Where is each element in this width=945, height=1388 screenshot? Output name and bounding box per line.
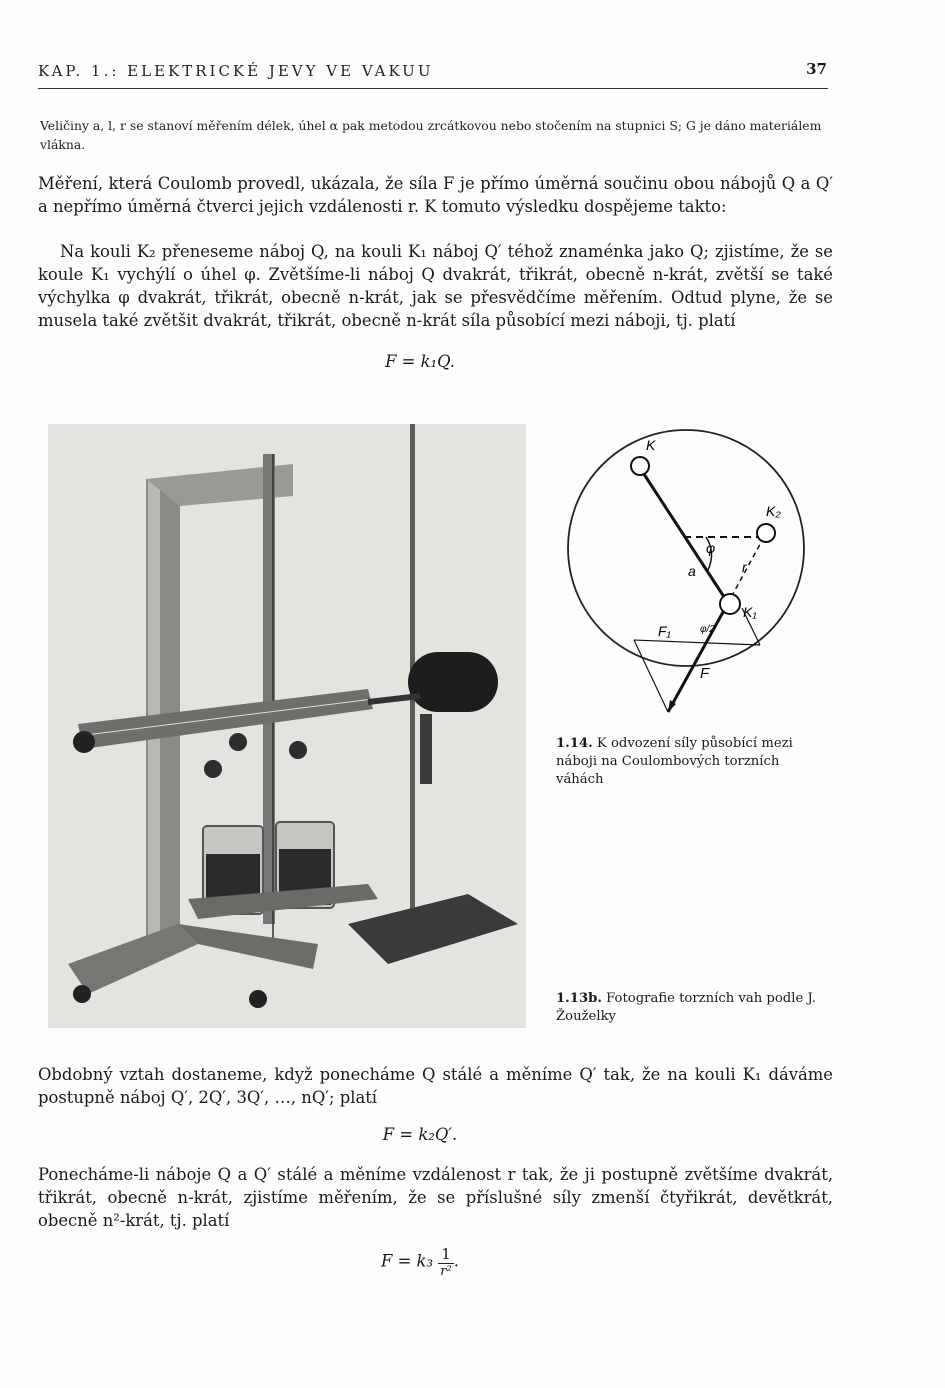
formula-3-end: . xyxy=(453,1251,459,1271)
footnote-text: Veličiny a, l, r se stanoví měřením délek, úhel α pak metodou zrcátkovou nebo stočením na stupnici S; G je dáno materiálem vlákna. xyxy=(40,118,822,152)
ball-k2 xyxy=(757,524,775,542)
figure-1-13b-text: Fotografie torzních vah podle J. Žouželky xyxy=(556,991,816,1024)
formula-3-left: F = k₃ xyxy=(380,1251,434,1271)
page-number: 37 xyxy=(806,60,827,78)
label-k1: K₁ xyxy=(743,604,757,620)
formula-3-fraction xyxy=(438,1245,454,1279)
ball-k1 xyxy=(720,594,740,614)
figure-1-14-number: 1.14. xyxy=(556,736,593,751)
label-r: r xyxy=(742,559,747,575)
label-f1: F₁ xyxy=(658,623,671,639)
torsion-balance-illustration xyxy=(48,424,526,1028)
formula-3 xyxy=(300,1245,540,1279)
label-f: F xyxy=(700,665,710,682)
label-k2: K₂ xyxy=(766,503,781,519)
outer-circle xyxy=(568,430,804,666)
figure-1-14-caption xyxy=(556,735,826,789)
formula-3-denominator: r² xyxy=(440,1264,452,1279)
formula-1: F = k₁Q. xyxy=(385,352,455,371)
figure-1-13b-caption xyxy=(556,990,826,1026)
formula-3-numerator: 1 xyxy=(438,1245,454,1264)
figure-1-14-text: K odvození síly působící mezi náboji na Coulombových torzních váhách xyxy=(556,736,793,787)
paragraph-4: Ponecháme-li náboje Q a Q′ stálé a měníme vzdálenost r tak, že ji postupně zvětšíme dvakrát, třikrát, obecně n-krát, zjistíme měřením, že se příslušné síly zmenší čtyřikrát, devětkrát, obecně n²-krát, tj. platí xyxy=(38,1165,833,1230)
header-rule xyxy=(38,88,828,89)
paragraph-3: Obdobný vztah dostaneme, když ponecháme Q stálé a měníme Q′ tak, že na kouli K₁ dáváme postupně náboj Q′, 2Q′, 3Q′, …, nQ′; platí xyxy=(38,1065,833,1107)
label-phi: φ xyxy=(706,540,716,556)
formula-2: F = k₂Q′. xyxy=(382,1125,458,1144)
rod-a xyxy=(640,468,728,603)
paragraph-1: Měření, která Coulomb provedl, ukázala, že síla F je přímo úměrná součinu obou nábojů Q a Q′ a nepřímo úměrná čtverci jejich vzdálenosti r. K tomuto výsledku dospějeme takto: xyxy=(38,174,833,216)
coulomb-geometry xyxy=(566,420,806,720)
running-head: KAP. 1.: ELEKTRICKÉ JEVY VE VAKUU xyxy=(38,62,434,80)
label-a: a xyxy=(688,563,696,579)
coulomb-diagram xyxy=(566,420,806,720)
figure-1-13b-number: 1.13b. xyxy=(556,991,602,1006)
ball-k xyxy=(631,457,649,475)
label-half-phi: φ/2 xyxy=(700,624,715,635)
torsion-balance-photo xyxy=(48,424,526,1028)
force-f-line xyxy=(668,603,728,712)
label-k: K xyxy=(646,437,656,453)
paragraph-2: Na kouli K₂ přeneseme náboj Q, na kouli K₁ náboj Q′ téhož znaménka jako Q; zjistíme, že se koule K₁ vychýlí o úhel φ. Zvětšíme-li náboj Q dvakrát, třikrát, obecně n-krát, zvětší se také výchylka φ dvakrát, třikrát, obecně n-krát, jak se přesvědčíme měřením. Odtud plyne, že se musela také zvětšit dvakrát, třikrát, obecně n-krát síla působící mezi náboji, tj. platí xyxy=(38,242,833,330)
